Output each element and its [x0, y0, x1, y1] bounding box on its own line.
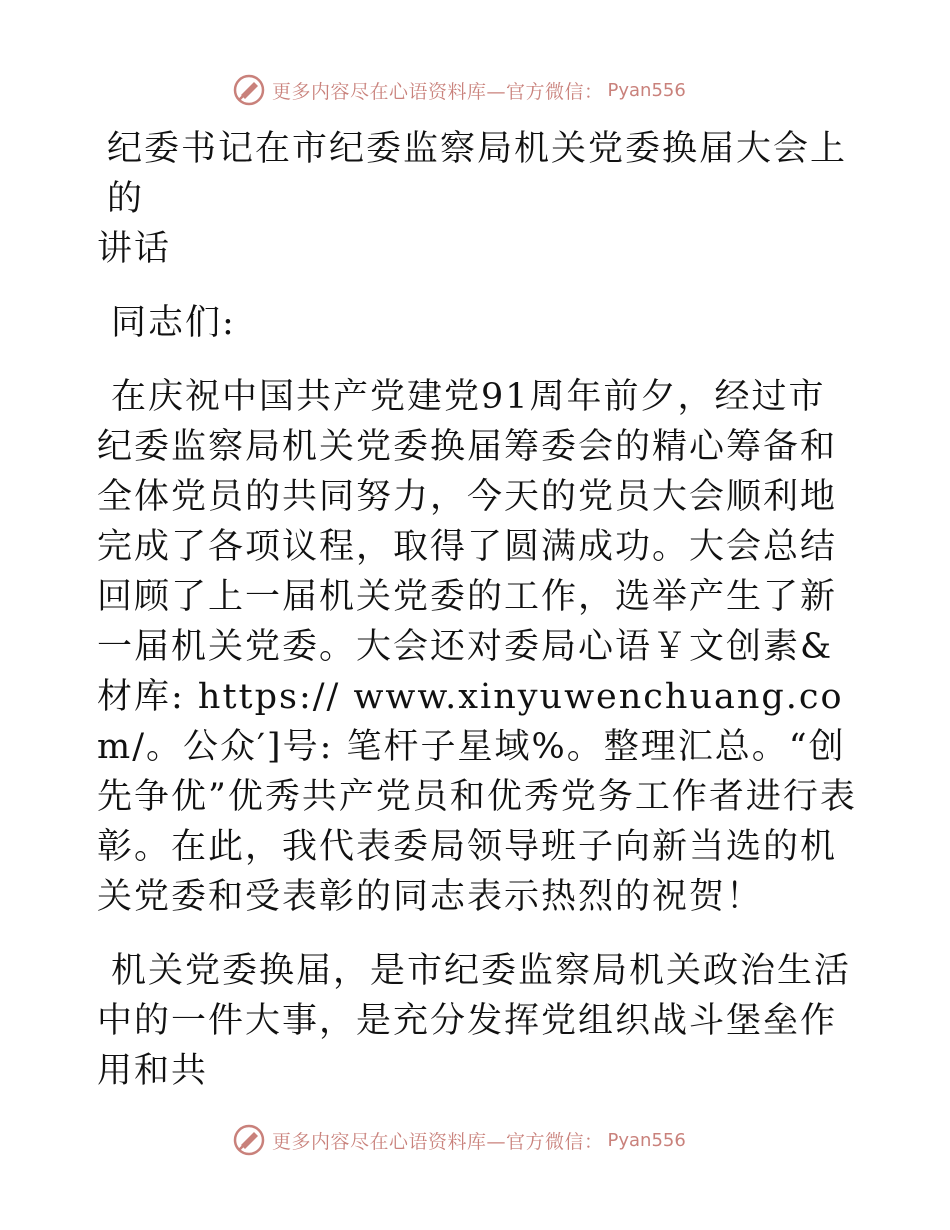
- watermark-text: 更多内容尽在心语资料库—官方微信：: [272, 80, 604, 103]
- document-body: [97, 120, 857, 1120]
- title-line-1: 纪委书记在市纪委监察局机关党委换届大会上的: [107, 129, 848, 219]
- watermark-contact: Pyan556: [607, 1129, 686, 1151]
- paragraph-1: 在庆祝中国共产党建党91周年前夕，经过市纪委监察局机关党委换届筹委会的精心筹备和全体党员的共同努力，今天的党员大会顺利地完成了各项议程，取得了圆满成功。大会总结回顾了上一届机关党委的工作，选举产生了新一届机关党委。大会还对委局心语￥文创素&材库: https:// www.xinyuwenchuang.com/。公众′]号: 笔杆子星域%。整理汇总。“创先争优”优秀共产党员和优秀党务工作者进行表彰。在此，我代表委局领导班子向新当选的机关党委和受表彰的同志表示热烈的祝贺！: [97, 377, 857, 917]
- greeting: 同志们:: [111, 303, 236, 343]
- watermark-contact: Pyan556: [607, 79, 686, 101]
- document-title: [97, 124, 857, 274]
- paragraph-2: 机关党委换届，是市纪委监察局机关政治生活中的一件大事，是充分发挥党组织战斗堡垒作用和共: [97, 951, 852, 1091]
- library-logo-icon: [232, 1123, 266, 1157]
- watermark-text: 更多内容尽在心语资料库—官方微信：: [272, 1130, 604, 1153]
- library-logo-icon: [232, 73, 266, 107]
- footer-watermark: [232, 1120, 686, 1160]
- title-line-2: 讲话: [97, 229, 172, 269]
- header-watermark: [232, 70, 686, 110]
